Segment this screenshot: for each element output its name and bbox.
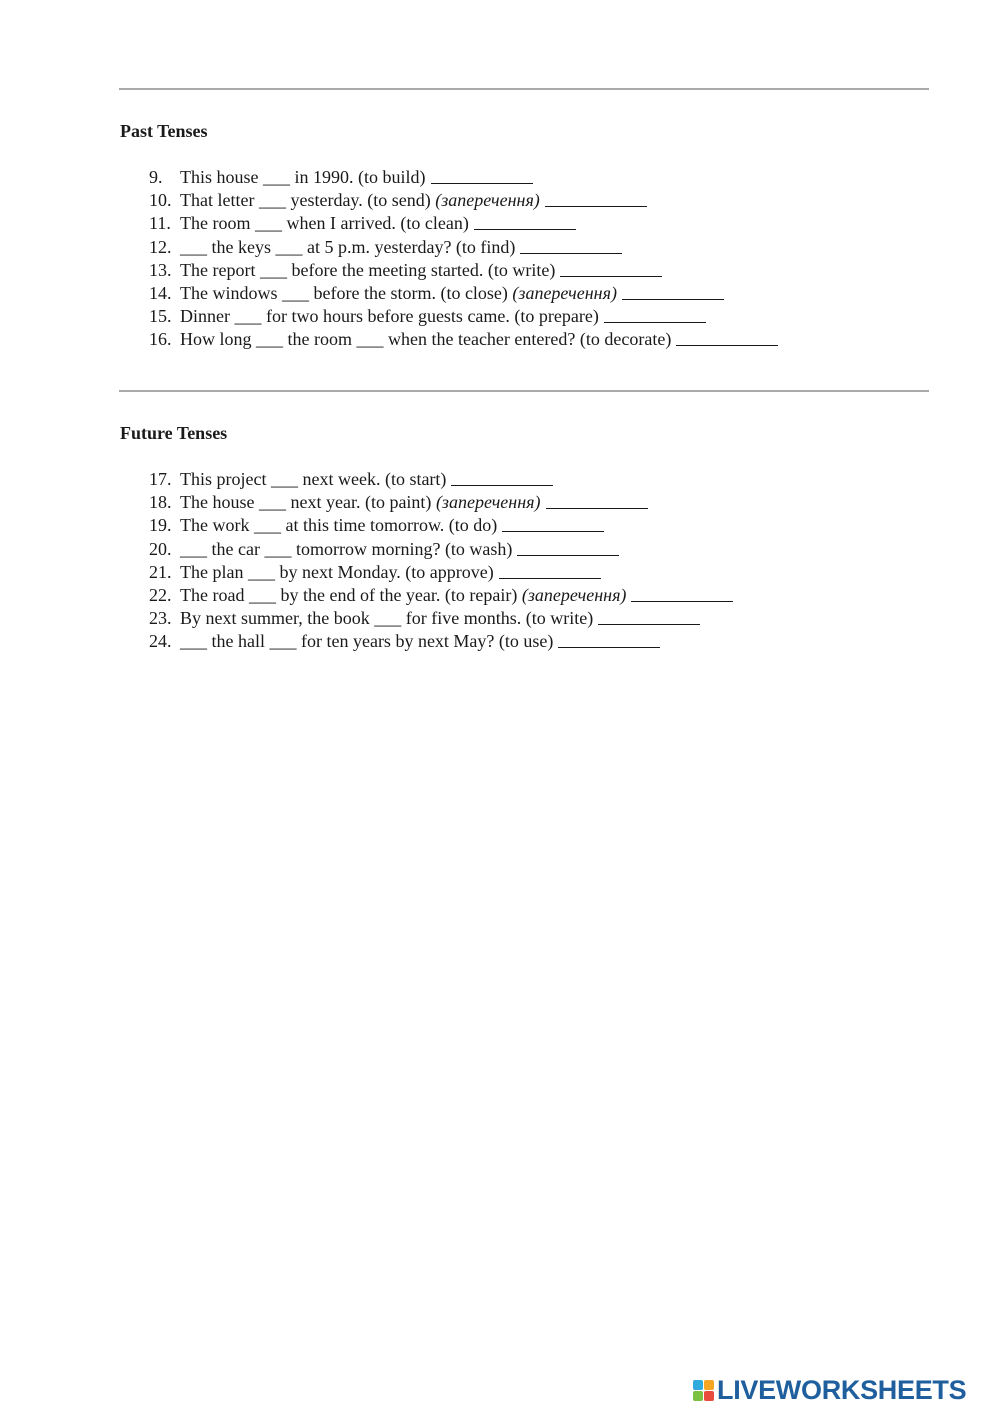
answer-blank[interactable] xyxy=(474,212,576,230)
item-text: The road ___ by the end of the year. (to repair) xyxy=(180,585,518,606)
answer-blank[interactable] xyxy=(546,491,648,509)
answer-blank[interactable] xyxy=(622,282,724,300)
item-text: By next summer, the book ___ for five months. (to write) xyxy=(180,608,594,629)
answer-blank[interactable] xyxy=(676,328,778,346)
item-number: 13. xyxy=(149,259,172,280)
item-number: 14. xyxy=(149,283,172,304)
item-number: 21. xyxy=(149,561,172,582)
negation-hint: (заперечення) xyxy=(435,190,540,211)
future-exercise-list xyxy=(149,468,733,654)
negation-hint: (заперечення) xyxy=(521,585,627,606)
answer-blank[interactable] xyxy=(598,607,700,625)
logo-square-blue xyxy=(693,1380,703,1390)
item-text: That letter ___ yesterday. (to send) xyxy=(180,190,431,211)
negation-hint: (заперечення) xyxy=(435,492,541,513)
exercise-item-24 xyxy=(149,630,733,653)
item-text: ___ the car ___ tomorrow morning? (to wash) xyxy=(180,538,513,559)
item-number: 10. xyxy=(149,190,172,211)
item-text: Dinner ___ for two hours before guests came. (to prepare) xyxy=(180,306,599,327)
answer-blank[interactable] xyxy=(631,584,733,602)
answer-blank[interactable] xyxy=(520,236,622,254)
answer-blank[interactable] xyxy=(499,561,601,579)
item-number: 16. xyxy=(149,329,172,350)
item-number: 18. xyxy=(149,492,172,513)
answer-blank[interactable] xyxy=(502,514,604,532)
item-text: This house ___ in 1990. (to build) xyxy=(180,167,426,187)
item-number: 17. xyxy=(149,469,172,489)
item-number: 23. xyxy=(149,608,172,629)
item-text: The room ___ when I arrived. (to clean) xyxy=(180,213,469,234)
item-number: 19. xyxy=(149,515,172,536)
item-number: 11. xyxy=(149,213,171,234)
exercise-item-18 xyxy=(149,491,733,514)
logo-square-orange xyxy=(704,1380,714,1390)
exercise-item-12 xyxy=(149,236,778,259)
exercise-item-22 xyxy=(149,584,733,607)
item-text: How long ___ the room ___ when the teacher entered? (to decorate) xyxy=(180,329,672,350)
past-exercise-list xyxy=(149,166,778,352)
exercise-item-9 xyxy=(149,166,778,189)
item-text: ___ the hall ___ for ten years by next May? (to use) xyxy=(180,631,554,652)
answer-blank[interactable] xyxy=(604,305,706,323)
answer-blank[interactable] xyxy=(545,189,647,207)
exercise-item-19 xyxy=(149,514,733,537)
liveworksheets-logo[interactable] xyxy=(693,1377,966,1403)
negation-hint: (заперечення) xyxy=(512,283,617,304)
answer-blank[interactable] xyxy=(451,468,553,486)
exercise-item-20 xyxy=(149,538,733,561)
item-text: The house ___ next year. (to paint) xyxy=(180,492,432,513)
answer-blank[interactable] xyxy=(517,538,619,556)
exercise-item-16 xyxy=(149,328,778,351)
item-number: 9. xyxy=(149,167,163,187)
item-text: The plan ___ by next Monday. (to approve) xyxy=(180,561,494,582)
top-divider xyxy=(119,88,929,90)
logo-text: LIVEWORKSHEETS xyxy=(717,1375,967,1405)
answer-blank[interactable] xyxy=(431,166,533,184)
liveworksheets-logo-icon xyxy=(693,1380,714,1401)
answer-blank[interactable] xyxy=(558,630,660,648)
item-text: The report ___ before the meeting started. (to write) xyxy=(180,259,556,280)
item-number: 20. xyxy=(149,538,172,559)
item-text: The work ___ at this time tomorrow. (to do) xyxy=(180,515,498,536)
answer-blank[interactable] xyxy=(560,259,662,277)
item-number: 24. xyxy=(149,631,172,652)
item-text: ___ the keys ___ at 5 p.m. yesterday? (to find) xyxy=(180,236,516,257)
exercise-item-15 xyxy=(149,305,778,328)
exercise-item-14 xyxy=(149,282,778,305)
logo-square-green xyxy=(693,1391,703,1401)
exercise-item-17 xyxy=(149,468,733,491)
exercise-item-11 xyxy=(149,212,778,235)
logo-square-red xyxy=(704,1391,714,1401)
section-title-past: Past Tenses xyxy=(120,121,208,141)
middle-divider xyxy=(119,390,929,392)
section-title-future: Future Tenses xyxy=(120,423,228,443)
exercise-item-21 xyxy=(149,561,733,584)
item-text: This project ___ next week. (to start) xyxy=(180,469,447,489)
exercise-item-13 xyxy=(149,259,778,282)
item-text: The windows ___ before the storm. (to close) xyxy=(180,283,508,304)
exercise-item-23 xyxy=(149,607,733,630)
item-number: 15. xyxy=(149,306,172,327)
item-number: 22. xyxy=(149,585,172,606)
exercise-item-10 xyxy=(149,189,778,212)
item-number: 12. xyxy=(149,236,172,257)
